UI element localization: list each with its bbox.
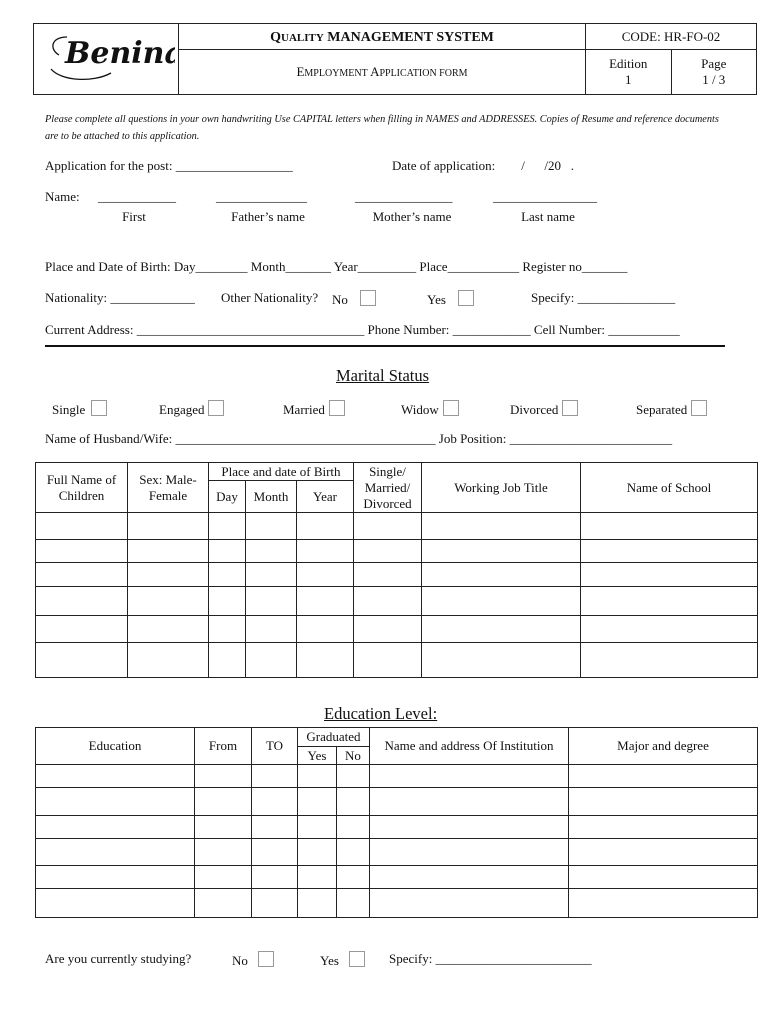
first-name-caption: First xyxy=(122,209,146,224)
form-title: EMPLOYMENT APPLICATION FORM xyxy=(179,50,586,95)
other-nationality-yes[interactable]: Yes xyxy=(427,290,474,308)
checkbox-icon[interactable] xyxy=(443,400,459,416)
table-row[interactable] xyxy=(36,540,758,563)
other-nationality-no[interactable]: No xyxy=(332,290,376,308)
last-name-field[interactable]: ________________ xyxy=(493,189,597,204)
edition-cell xyxy=(586,50,672,95)
table-row[interactable] xyxy=(36,816,758,839)
mother-name-caption: Mother’s name xyxy=(372,209,452,224)
column-header-year: Year xyxy=(297,481,354,513)
father-name-caption: Father’s name xyxy=(231,209,305,224)
marital-option-widow[interactable]: Widow xyxy=(401,400,459,418)
nationality-specify-field[interactable]: Specify: _______________ xyxy=(531,290,676,305)
table-row[interactable] xyxy=(36,839,758,866)
column-header-month: Month xyxy=(246,481,297,513)
birth-details-field[interactable]: Place and Date of Birth: Day________ Month_______ Year_________ Place___________ Register no_______ xyxy=(45,259,628,274)
marital-option-married[interactable]: Married xyxy=(283,400,345,418)
page-value: 1 / 3 xyxy=(702,72,726,87)
marital-option-separated[interactable]: Separated xyxy=(636,400,707,418)
education-title: Education Level: xyxy=(324,704,438,723)
other-nationality-label: Other Nationality? xyxy=(221,290,319,305)
column-header-graduated: Graduated xyxy=(298,728,370,747)
column-header-from: From xyxy=(195,728,252,765)
studying-specify-field[interactable]: Specify: ________________________ xyxy=(389,951,592,966)
column-header-to: TO xyxy=(252,728,298,765)
edition-label: Edition xyxy=(609,56,648,71)
page-cell xyxy=(671,50,757,95)
column-header-marital: Single/ Married/ Divorced xyxy=(354,463,422,513)
benina-logo-graphic xyxy=(37,25,175,89)
form-code: CODE: HR-FO-02 xyxy=(586,24,757,50)
system-title: QUALITY MANAGEMENT SYSTEM xyxy=(179,24,586,50)
column-header-school: Name of School xyxy=(581,463,758,513)
table-row[interactable] xyxy=(36,642,758,677)
mother-name-field[interactable]: _______________ xyxy=(355,189,453,204)
checkbox-icon[interactable] xyxy=(91,400,107,416)
studying-question: Are you currently studying? xyxy=(45,951,192,966)
company-logo xyxy=(34,24,179,95)
post-applied-field[interactable]: Application for the post: __________________ xyxy=(45,158,293,173)
studying-yes[interactable]: Yes xyxy=(320,951,365,969)
column-header-sex: Sex: Male- Female xyxy=(128,463,209,513)
address-phone-field[interactable]: Current Address: ___________________________________ Phone Number: ____________ Cell Number: ___________ xyxy=(45,322,680,337)
last-name-caption: Last name xyxy=(521,209,575,224)
marital-option-single[interactable]: Single xyxy=(52,400,107,418)
table-row[interactable] xyxy=(36,563,758,586)
column-header-birth-group: Place and date of Birth xyxy=(209,463,354,481)
table-row[interactable] xyxy=(36,586,758,615)
section-divider xyxy=(45,345,725,347)
table-row[interactable] xyxy=(36,889,758,918)
edition-value: 1 xyxy=(625,72,632,87)
document-header xyxy=(33,23,757,95)
table-row[interactable] xyxy=(36,513,758,540)
column-header-major: Major and degree xyxy=(569,728,758,765)
checkbox-icon[interactable] xyxy=(349,951,365,967)
checkbox-icon[interactable] xyxy=(208,400,224,416)
marital-option-engaged[interactable]: Engaged xyxy=(159,400,224,418)
column-header-day: Day xyxy=(209,481,246,513)
application-date-field[interactable]: Date of application: / /20 . xyxy=(392,158,574,173)
column-header-education: Education xyxy=(36,728,195,765)
table-row[interactable] xyxy=(36,765,758,788)
page-label: Page xyxy=(701,56,727,71)
checkbox-icon[interactable] xyxy=(329,400,345,416)
table-row[interactable] xyxy=(36,788,758,816)
logo-wordmark: Benina xyxy=(65,35,175,71)
checkbox-icon[interactable] xyxy=(562,400,578,416)
column-header-no: No xyxy=(337,747,370,765)
marital-option-divorced[interactable]: Divorced xyxy=(510,400,578,418)
nationality-field[interactable]: Nationality: _____________ xyxy=(45,290,195,305)
column-header-job: Working Job Title xyxy=(422,463,581,513)
checkbox-icon[interactable] xyxy=(458,290,474,306)
checkbox-icon[interactable] xyxy=(360,290,376,306)
education-table xyxy=(35,727,758,918)
instructions-text: Please complete all questions in your own handwriting Use CAPITAL letters when filling in NAMES and ADDRESSES. Copies of Resume and reference documents are to be attached to this application. xyxy=(45,114,719,142)
name-label: Name: xyxy=(45,189,80,204)
father-name-field[interactable]: ______________ xyxy=(216,189,307,204)
first-name-field[interactable]: ____________ xyxy=(98,189,176,204)
children-table xyxy=(35,462,758,678)
column-header-yes: Yes xyxy=(298,747,337,765)
studying-no[interactable]: No xyxy=(232,951,274,969)
marital-status-title: Marital Status xyxy=(336,366,430,385)
column-header-full-name: Full Name of Children xyxy=(36,463,128,513)
column-header-institution: Name and address Of Institution xyxy=(370,728,569,765)
checkbox-icon[interactable] xyxy=(258,951,274,967)
checkbox-icon[interactable] xyxy=(691,400,707,416)
spouse-job-field[interactable]: Name of Husband/Wife: ________________________________________ Job Position: _________________________ xyxy=(45,431,673,446)
table-row[interactable] xyxy=(36,615,758,642)
table-row[interactable] xyxy=(36,866,758,889)
